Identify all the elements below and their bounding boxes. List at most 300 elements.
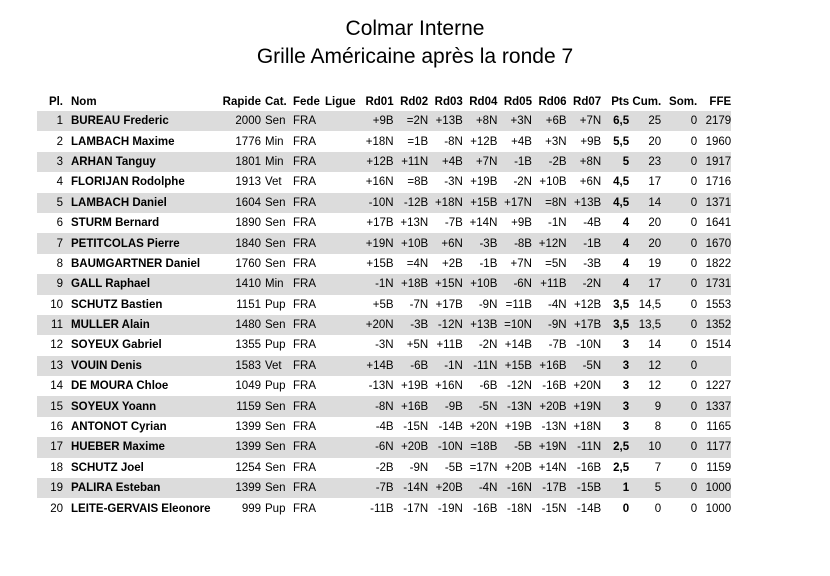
cell-rapide: 1049: [235, 380, 261, 393]
cell-rd03: -5B: [444, 461, 463, 474]
cell-rd02: +11N: [394, 152, 429, 172]
cell-ffe: 1337: [697, 396, 731, 416]
cell-name: SCHUTZ Joel: [71, 461, 144, 474]
cell-rd03: -9B: [428, 396, 463, 416]
cell-rapide: 1151: [236, 298, 261, 311]
cell-cum: 14: [648, 339, 662, 352]
cell-rd02: =8B: [407, 176, 429, 189]
cell-rd06: -1N: [548, 217, 567, 230]
cell-rd05: +4B: [511, 135, 532, 148]
cell-fede: FRA: [293, 502, 316, 515]
cell-rd01: -13N: [368, 380, 394, 393]
cell-rd01: +18N: [365, 135, 394, 148]
cell-place: 7: [37, 233, 71, 253]
cell-cum: 8: [654, 421, 662, 434]
cell-ligue: [325, 172, 359, 192]
cell-pts: 3: [601, 356, 631, 376]
cell-rd04: -9N: [478, 298, 498, 311]
cell-name: BAUMGARTNER Daniel: [71, 257, 201, 270]
cell-name: SOYEUX Yoann: [71, 396, 221, 416]
cell-som: 0: [690, 339, 698, 352]
cell-rd01: +16N: [365, 176, 394, 189]
cell-som: 0: [690, 257, 698, 270]
cell-rd03: -10N: [428, 437, 463, 457]
cell-ffe: 1514: [705, 339, 732, 352]
cell-rd04: +14N: [469, 217, 498, 230]
cell-rd03: +17B: [435, 298, 463, 311]
cell-ffe: 1960: [705, 135, 732, 148]
cell-pts: 4: [622, 257, 630, 270]
cell-rd01: -6N: [359, 437, 394, 457]
cell-rd04: -11N: [463, 356, 498, 376]
cell-pts: 0: [622, 502, 630, 515]
cell-rd01: -1N: [359, 274, 394, 294]
cell-ffe: 1371: [697, 193, 731, 213]
cell-fede: FRA: [293, 461, 316, 474]
cell-name: SOYEUX Gabriel: [71, 339, 162, 352]
cell-rd02: -17N: [403, 502, 429, 515]
cell-rd02: +13N: [400, 217, 429, 230]
cell-rd06: -16B: [542, 380, 567, 393]
cell-som: 0: [690, 135, 698, 148]
cell-fede: FRA: [293, 437, 325, 457]
cell-cat: Pup: [265, 298, 286, 311]
cell-rd01: -11B: [370, 502, 394, 515]
cell-som: 0: [665, 193, 697, 213]
cell-pts: 4,5: [613, 176, 630, 189]
cell-ligue: [325, 458, 359, 478]
cell-rd02: -9N: [409, 461, 429, 474]
cell-som: 0: [690, 502, 698, 515]
cell-rapide: 999: [241, 502, 261, 515]
cell-rd02: =1B: [407, 135, 429, 148]
cell-rd03: +2B: [441, 257, 463, 270]
cell-name: STURM Bernard: [71, 217, 160, 230]
cell-rapide: 1890: [235, 217, 261, 230]
cell-place: 14: [50, 380, 63, 393]
cell-cum: 23: [631, 152, 665, 172]
cell-rd04: +12B: [470, 135, 498, 148]
table-row: [37, 274, 731, 294]
header-row: [37, 92, 731, 111]
cell-cum: 17: [648, 176, 662, 189]
cell-rd07: +7N: [567, 111, 602, 131]
cell-fede: FRA: [293, 135, 316, 148]
cell-ligue: [325, 131, 359, 151]
cell-rd06: +12N: [532, 233, 567, 253]
cell-cat: Sen: [265, 233, 293, 253]
table-row: [37, 213, 731, 233]
cell-rd03: +13B: [428, 111, 463, 131]
cell-pts: 5,5: [613, 135, 630, 148]
cell-rd03: +20B: [428, 478, 463, 498]
cell-fede: FRA: [293, 217, 316, 230]
cell-som: 0: [665, 356, 697, 376]
cell-rd07: +12B: [573, 298, 602, 311]
cell-rd01: -3N: [375, 339, 394, 352]
cell-rd06: +19N: [532, 437, 567, 457]
cell-som: 0: [665, 274, 697, 294]
cell-rd03: +18N: [428, 193, 463, 213]
cell-rd01: +20N: [359, 315, 394, 335]
cell-ligue: [325, 274, 359, 294]
cell-rapide: 1399: [235, 421, 261, 434]
cell-pts: 4: [622, 217, 630, 230]
cell-fede: FRA: [293, 257, 316, 270]
cell-pts: 2,5: [601, 437, 631, 457]
cell-rd07: -1B: [567, 233, 602, 253]
cell-place: 2: [56, 135, 63, 148]
cell-som: 0: [690, 380, 698, 393]
cell-ligue: [325, 498, 359, 518]
cell-rd06: -2B: [532, 152, 567, 172]
col-header-pts: Pts: [611, 95, 630, 108]
cell-cat: Sen: [265, 315, 293, 335]
cell-place: 20: [50, 502, 63, 515]
cell-rd04: +13B: [463, 315, 498, 335]
cell-place: 8: [56, 257, 63, 270]
col-header-place: Pl.: [48, 95, 63, 108]
cell-place: 13: [37, 356, 71, 376]
cell-rd01: +14B: [359, 356, 394, 376]
cell-rd06: -4N: [548, 298, 567, 311]
cell-pts: 3,5: [613, 298, 630, 311]
cell-rd01: +12B: [359, 152, 394, 172]
col-header-ligue: Ligue: [325, 95, 356, 108]
cell-rd05: +9B: [511, 217, 532, 230]
cell-rd06: -13N: [541, 421, 567, 434]
cell-rd07: +17B: [567, 315, 602, 335]
col-header-name: Nom: [71, 95, 97, 108]
cell-rd04: +15B: [463, 193, 498, 213]
cell-fede: FRA: [293, 339, 316, 352]
cell-cat: Sen: [265, 461, 286, 474]
cell-rd01: -4B: [375, 421, 394, 434]
cell-rd07: +20N: [573, 380, 602, 393]
cell-rd04: -4N: [463, 478, 498, 498]
cell-pts: 4: [601, 274, 631, 294]
cell-rd04: +8N: [463, 111, 498, 131]
col-header-rd05: Rd05: [503, 95, 532, 108]
cell-pts: 3: [622, 339, 630, 352]
cell-ffe: 1716: [705, 176, 732, 189]
cell-som: 0: [665, 152, 697, 172]
cell-cum: 10: [631, 437, 665, 457]
cell-name: LEITE-GERVAIS Eleonore: [71, 502, 211, 515]
cell-pts: 6,5: [601, 111, 631, 131]
cell-rd05: +20B: [504, 461, 532, 474]
cell-rd06: +16B: [532, 356, 567, 376]
cell-rd07: +18N: [573, 421, 602, 434]
cell-name: PALIRA Esteban: [71, 478, 221, 498]
cell-name: DE MOURA Chloe: [71, 380, 169, 393]
cell-cat: Pup: [265, 339, 286, 352]
cell-fede: FRA: [293, 396, 325, 416]
col-header-som: Som.: [669, 95, 698, 108]
cell-place: 6: [56, 217, 63, 230]
cell-pts: 3: [622, 380, 630, 393]
cell-ffe: 1352: [697, 315, 731, 335]
cell-som: 0: [690, 421, 698, 434]
cell-cum: 12: [648, 380, 662, 393]
cell-place: 5: [37, 193, 71, 213]
cell-rapide: 2000: [221, 111, 265, 131]
cell-rapide: 1355: [235, 339, 261, 352]
cell-place: 18: [50, 461, 63, 474]
cell-place: 16: [50, 421, 63, 434]
cell-cum: 14: [631, 193, 665, 213]
cell-cat: Sen: [265, 396, 293, 416]
cell-rd02: -6B: [394, 356, 429, 376]
cell-rd07: -3B: [583, 257, 602, 270]
page-subtitle: Grille Américaine après la ronde 7: [256, 45, 574, 68]
cell-fede: FRA: [293, 274, 325, 294]
cell-fede: FRA: [293, 356, 325, 376]
cell-rd02: +5N: [406, 339, 429, 352]
cell-rd06: +20B: [532, 396, 567, 416]
cell-rd01: -8N: [359, 396, 394, 416]
cell-ligue: [325, 295, 359, 315]
cell-cat: Vet: [265, 176, 282, 189]
col-header-rd06: Rd06: [538, 95, 567, 108]
cell-rd02: =4N: [406, 257, 429, 270]
cell-rd04: -2N: [478, 339, 498, 352]
cell-rapide: 1760: [235, 257, 261, 270]
cell-rd05: -18N: [507, 502, 532, 515]
cell-fede: FRA: [293, 193, 325, 213]
cell-cum: 9: [631, 396, 665, 416]
cell-cat: Min: [265, 274, 293, 294]
col-header-rd07: Rd07: [573, 95, 602, 108]
cell-ffe: [697, 356, 731, 376]
col-header-rd04: Rd04: [469, 95, 498, 108]
cell-fede: FRA: [293, 421, 316, 434]
cell-ligue: [325, 478, 359, 498]
cell-rd02: +19B: [401, 380, 429, 393]
cell-rd01: +17B: [366, 217, 394, 230]
cell-fede: FRA: [293, 315, 325, 335]
table-row: [37, 356, 731, 376]
cell-ligue: [325, 254, 359, 274]
cell-cum: 17: [631, 274, 665, 294]
cell-ffe: 2179: [697, 111, 731, 131]
cell-name: LAMBACH Maxime: [71, 135, 175, 148]
cell-ffe: 1553: [705, 298, 732, 311]
cell-rd02: +10B: [394, 233, 429, 253]
cell-rd01: +19N: [359, 233, 394, 253]
cell-rapide: 1399: [221, 437, 265, 457]
cell-cum: 7: [654, 461, 662, 474]
cell-rapide: 1480: [221, 315, 265, 335]
table-row: [37, 131, 731, 151]
table-row: [37, 193, 731, 213]
cell-fede: FRA: [293, 176, 316, 189]
cell-pts: 1: [601, 478, 631, 498]
cell-rd06: =8N: [532, 193, 567, 213]
cell-place: 9: [37, 274, 71, 294]
cell-rd07: -10N: [576, 339, 602, 352]
cell-ligue: [325, 193, 359, 213]
cell-name: LAMBACH Daniel: [71, 193, 221, 213]
cell-fede: FRA: [293, 111, 325, 131]
cell-som: 0: [690, 298, 698, 311]
cell-cat: Min: [265, 135, 284, 148]
cell-rapide: 1840: [221, 233, 265, 253]
cell-rd07: +19N: [567, 396, 602, 416]
cell-rd05: +7N: [510, 257, 532, 270]
cell-rd02: -7N: [409, 298, 429, 311]
cell-ligue: [325, 315, 359, 335]
cell-name: ANTONOT Cyrian: [71, 421, 167, 434]
cell-rd01: +15B: [366, 257, 394, 270]
cell-rd04: -3B: [463, 233, 498, 253]
cell-rd06: -17B: [532, 478, 567, 498]
col-header-fede: Fede: [293, 95, 320, 108]
cell-rd06: =5N: [545, 257, 567, 270]
cell-ffe: 1000: [697, 478, 731, 498]
cell-rd02: +18B: [394, 274, 429, 294]
table-row: [37, 396, 731, 416]
table-row: [37, 478, 731, 498]
col-header-rd02: Rd02: [400, 95, 429, 108]
cell-ffe: 1731: [697, 274, 731, 294]
cell-rd06: +11B: [532, 274, 567, 294]
col-header-rd01: Rd01: [365, 95, 394, 108]
cell-rapide: 1604: [221, 193, 265, 213]
cell-name: SCHUTZ Bastien: [71, 298, 163, 311]
cell-rd07: -4B: [583, 217, 602, 230]
cell-rd03: +4B: [428, 152, 463, 172]
table-row: [37, 172, 731, 192]
cell-rd05: -8B: [497, 233, 532, 253]
cell-name: FLORIJAN Rodolphe: [71, 176, 185, 189]
cell-fede: FRA: [293, 152, 325, 172]
col-header-cat: Cat.: [265, 95, 287, 108]
cell-som: 0: [665, 233, 697, 253]
cell-ffe: 1641: [705, 217, 732, 230]
cell-cat: Sen: [265, 193, 293, 213]
cell-rd03: -1N: [428, 356, 463, 376]
col-header-rd03: Rd03: [434, 95, 463, 108]
cell-rd05: +17N: [497, 193, 532, 213]
standings-body: [37, 111, 731, 519]
cell-cum: 20: [631, 233, 665, 253]
cell-rapide: 1159: [221, 396, 265, 416]
cell-som: 0: [690, 461, 698, 474]
cell-som: 0: [665, 478, 697, 498]
cell-rd03: -19N: [437, 502, 463, 515]
cell-cat: Sen: [265, 478, 293, 498]
cell-cat: Sen: [265, 217, 286, 230]
cell-rd01: -10N: [359, 193, 394, 213]
cell-name: BUREAU Frederic: [71, 111, 221, 131]
col-header-rapide: Rapide: [222, 95, 261, 108]
cell-rd07: -15B: [567, 478, 602, 498]
cell-cat: Sen: [265, 257, 286, 270]
cell-rd07: -2N: [567, 274, 602, 294]
cell-rd04: -16B: [473, 502, 498, 515]
cell-pts: 2,5: [613, 461, 630, 474]
cell-som: 0: [665, 315, 697, 335]
cell-cat: Min: [265, 152, 293, 172]
cell-ligue: [325, 233, 359, 253]
cell-rd02: =2N: [394, 111, 429, 131]
cell-ffe: 1227: [705, 380, 732, 393]
table-row: [37, 111, 731, 131]
cell-name: PETITCOLAS Pierre: [71, 233, 221, 253]
table-row: [37, 417, 731, 437]
cell-cum: 25: [631, 111, 665, 131]
cell-ffe: 1000: [705, 502, 732, 515]
cell-rd07: +6N: [579, 176, 602, 189]
cell-pts: 3: [601, 396, 631, 416]
cell-cat: Pup: [265, 502, 286, 515]
cell-rd01: +9B: [359, 111, 394, 131]
cell-rd05: -13N: [497, 396, 532, 416]
cell-place: 15: [37, 396, 71, 416]
table-row: [37, 498, 731, 518]
standings-table: [37, 92, 731, 519]
cell-rapide: 1399: [221, 478, 265, 498]
cell-ffe: 1822: [705, 257, 732, 270]
cell-rd05: +19B: [504, 421, 532, 434]
cell-rd02: +16B: [394, 396, 429, 416]
cell-rapide: 1583: [221, 356, 265, 376]
table-row: [37, 254, 731, 274]
cell-som: 0: [690, 176, 698, 189]
cell-rapide: 1801: [221, 152, 265, 172]
table-row: [37, 315, 731, 335]
cell-ligue: [325, 213, 359, 233]
cell-rd07: -14B: [576, 502, 602, 515]
cell-cat: Pup: [265, 380, 286, 393]
cell-ligue: [325, 437, 359, 457]
table-row: [37, 295, 731, 315]
cell-rd05: -2N: [513, 176, 532, 189]
cell-rd06: -7B: [548, 339, 567, 352]
col-header-cum: Cum.: [632, 95, 662, 108]
cell-pts: 3,5: [601, 315, 631, 335]
cell-rd05: +14B: [504, 339, 532, 352]
cell-place: 4: [56, 176, 63, 189]
cell-rd02: -14N: [394, 478, 429, 498]
cell-rd04: -6B: [479, 380, 498, 393]
cell-pts: 3: [622, 421, 630, 434]
cell-rd07: -11N: [567, 437, 602, 457]
cell-ligue: [325, 417, 359, 437]
cell-name: GALL Raphael: [71, 274, 221, 294]
cell-rd05: -5B: [497, 437, 532, 457]
cell-rd05: -6N: [497, 274, 532, 294]
cell-cum: 12: [631, 356, 665, 376]
cell-ligue: [325, 335, 359, 355]
cell-rd02: -15N: [403, 421, 429, 434]
cell-rd07: +13B: [567, 193, 602, 213]
cell-rapide: 1254: [235, 461, 261, 474]
cell-ffe: 1165: [706, 421, 732, 434]
cell-rd03: +15N: [428, 274, 463, 294]
cell-rd06: +6B: [532, 111, 567, 131]
cell-rd03: -3N: [444, 176, 463, 189]
cell-som: 0: [690, 217, 698, 230]
cell-rd04: -5N: [463, 396, 498, 416]
cell-fede: FRA: [293, 478, 325, 498]
cell-rd06: +10B: [539, 176, 567, 189]
cell-rd04: +19B: [470, 176, 498, 189]
cell-rd03: +11B: [436, 339, 463, 352]
cell-rd01: -2B: [375, 461, 394, 474]
cell-place: 10: [50, 298, 63, 311]
